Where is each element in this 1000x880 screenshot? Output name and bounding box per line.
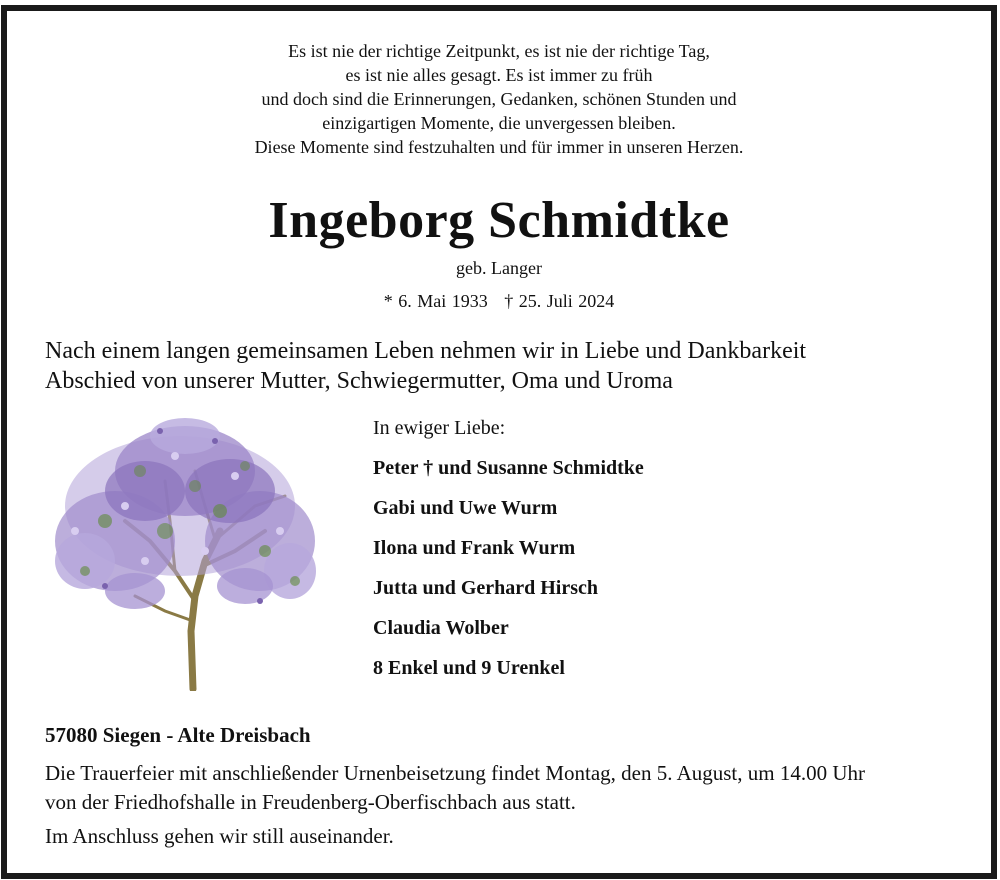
life-dates: [7, 291, 991, 312]
mourner-name: Gabi und Uwe Wurm: [373, 497, 558, 519]
intro-line: Nach einem langen gemeinsamen Leben nehmen wir in Liebe und Dankbarkeit: [45, 338, 807, 364]
mourners-list: [373, 417, 644, 697]
mourner-name: Peter † und Susanne Schmidtke: [373, 457, 644, 479]
ceremony-line: von der Friedhofshalle in Freudenberg-Oberfischbach aus statt.: [45, 790, 576, 814]
poem-line: Es ist nie der richtige Zeitpunkt, es ist nie der richtige Tag,: [288, 41, 710, 61]
poem-line: es ist nie alles gesagt. Es ist immer zu früh: [345, 65, 653, 85]
poem-line: einzigartigen Momente, die unvergessen bleiben.: [322, 113, 676, 133]
maiden-name: geb. Langer: [456, 258, 542, 278]
mourner-name: Ilona und Frank Wurm: [373, 537, 576, 559]
blossom-tree-image: [45, 411, 317, 691]
mourner-name: 8 Enkel und 9 Urenkel: [373, 657, 565, 679]
intro-line: Abschied von unserer Mutter, Schwiegermutter, Oma und Uroma: [45, 368, 673, 394]
deceased-name: Ingeborg Schmidtke: [268, 192, 730, 249]
ceremony-info: [45, 759, 975, 817]
family-address: 57080 Siegen - Alte Dreisbach: [45, 723, 311, 747]
mourner-name: Claudia Wolber: [373, 617, 509, 639]
obituary-frame: [1, 5, 997, 879]
closing-note: Im Anschluss gehen wir still auseinander.: [45, 824, 394, 848]
mourner-name: Jutta und Gerhard Hirsch: [373, 577, 599, 599]
intro-text: [45, 336, 965, 396]
poem-line: und doch sind die Erinnerungen, Gedanken, schönen Stunden und: [261, 89, 737, 109]
death-date: † 25. Juli 2024: [504, 291, 615, 311]
birth-date: * 6. Mai 1933: [383, 291, 488, 311]
mourners-heading: In ewiger Liebe:: [373, 417, 506, 439]
poem: [7, 39, 991, 159]
poem-line: Diese Momente sind festzuhalten und für immer in unseren Herzen.: [254, 137, 744, 157]
ceremony-line: Die Trauerfeier mit anschließender Urnenbeisetzung findet Montag, den 5. August, um 14.00 Uhr: [45, 761, 865, 785]
